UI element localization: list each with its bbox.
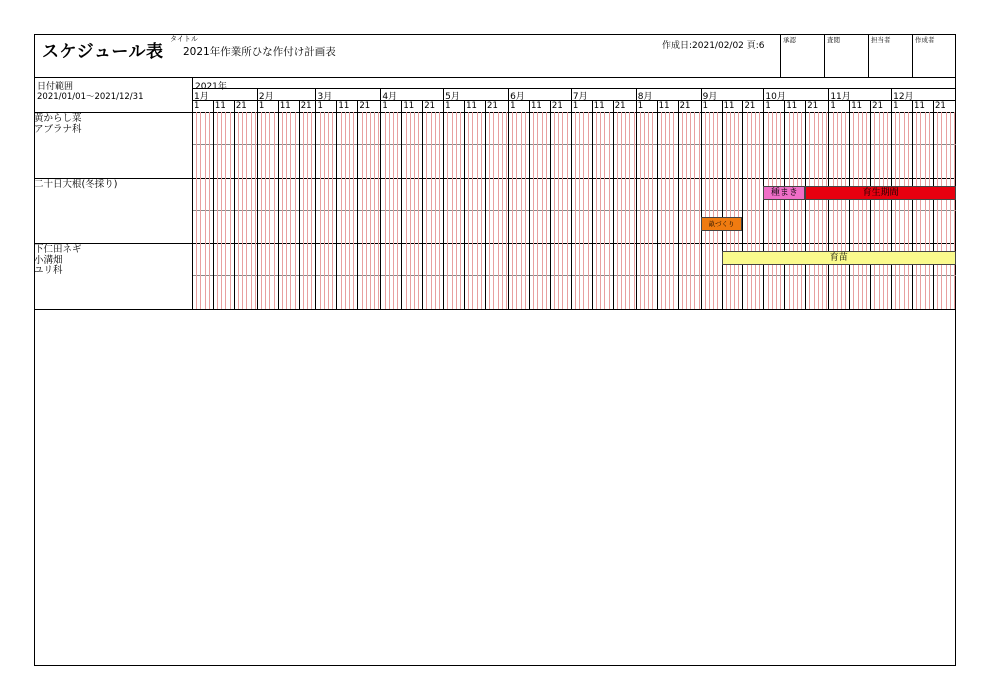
month-label: 10月 [765, 92, 786, 102]
subday-line [341, 112, 342, 309]
subday-line [349, 112, 350, 309]
subday-line [625, 112, 626, 309]
day-label: 21 [300, 101, 312, 111]
subday-line [537, 112, 538, 309]
subday-line [554, 112, 555, 309]
subday-line [512, 112, 513, 309]
month-label: 9月 [702, 92, 718, 102]
subday-line [418, 112, 419, 309]
subday-line [621, 112, 622, 309]
subday-line [822, 112, 823, 309]
subday-line [734, 112, 735, 309]
subday-line [410, 112, 411, 309]
month-label: 6月 [510, 92, 525, 102]
day-line [933, 100, 934, 309]
subday-line [883, 112, 884, 309]
day-label: 1 [382, 101, 388, 111]
day-line [401, 100, 402, 309]
subday-line [506, 112, 507, 309]
month-line [443, 88, 444, 309]
header-divider [34, 77, 956, 78]
stamp-person-in-charge: 担当者 [868, 34, 912, 78]
subday-line [269, 112, 270, 309]
subday-line [738, 112, 739, 309]
subday-line [498, 112, 499, 309]
subday-line [950, 112, 951, 309]
subday-line [426, 112, 427, 309]
subday-line [493, 112, 494, 309]
subday-line [793, 112, 794, 309]
subday-line [251, 112, 252, 309]
subday-line [295, 112, 296, 309]
subday-line [929, 112, 930, 309]
subday-line [393, 112, 394, 309]
month-line [636, 88, 637, 309]
month-line [192, 88, 193, 309]
subday-line [862, 112, 863, 309]
subday-line [286, 112, 287, 309]
subday-line [858, 112, 859, 309]
subday-line [665, 112, 666, 309]
subday-line [797, 112, 798, 309]
subday-line [694, 112, 695, 309]
subday-line [648, 112, 649, 309]
month-line [701, 88, 702, 309]
subday-line [925, 112, 926, 309]
stamp-review: 査閲 [824, 34, 868, 78]
subday-line [521, 112, 522, 309]
grid-hline [34, 309, 956, 310]
day-label: 1 [637, 101, 644, 111]
day-label: 1 [765, 101, 771, 111]
subday-line [801, 112, 802, 309]
subday-line [837, 112, 838, 309]
day-line [592, 100, 593, 309]
day-label: 21 [359, 101, 371, 111]
subday-line [389, 112, 390, 309]
subday-line [261, 112, 262, 309]
subday-line [669, 112, 670, 309]
subday-line [673, 112, 674, 309]
subday-line [265, 112, 266, 309]
subday-line [542, 112, 543, 309]
subday-line [472, 112, 473, 309]
subday-line [904, 112, 905, 309]
subday-line [406, 112, 407, 309]
day-line [784, 100, 785, 309]
month-label: 7月 [572, 92, 588, 102]
day-label: 21 [551, 101, 563, 111]
subday-line [307, 112, 308, 309]
subday-line [583, 112, 584, 309]
subday-line [640, 112, 641, 309]
month-line [571, 88, 572, 309]
day-label: 11 [466, 101, 477, 111]
day-label: 11 [214, 101, 226, 111]
subday-line [780, 112, 781, 309]
day-label: 21 [872, 101, 883, 111]
subday-line [895, 112, 896, 309]
day-line [742, 100, 743, 309]
subday-line [242, 112, 243, 309]
subday-line [205, 112, 206, 309]
subday-line [879, 112, 880, 309]
subday-line [481, 112, 482, 309]
subday-line [699, 112, 700, 309]
subday-line [644, 112, 645, 309]
subday-line [833, 112, 834, 309]
subday-line [290, 112, 291, 309]
subday-line [908, 112, 909, 309]
subday-line [747, 112, 748, 309]
subday-line [596, 112, 597, 309]
month-label: 3月 [317, 92, 333, 102]
day-label: 11 [338, 101, 350, 111]
subday-line [431, 112, 432, 309]
day-line [278, 100, 279, 309]
day-line [805, 100, 806, 309]
subday-line [730, 112, 731, 309]
month-label: 8月 [637, 92, 653, 102]
day-label: 1 [830, 101, 836, 111]
day-label: 11 [658, 101, 670, 111]
day-line [678, 100, 679, 309]
day-label: 21 [424, 101, 436, 111]
subday-line [751, 112, 752, 309]
subday-line [759, 112, 760, 309]
day-label: 21 [807, 101, 819, 111]
subday-line [617, 112, 618, 309]
day-label: 21 [487, 101, 498, 111]
subday-line [489, 112, 490, 309]
subday-line [385, 112, 386, 309]
day-label: 11 [593, 101, 605, 111]
subday-line [456, 112, 457, 309]
subday-line [567, 112, 568, 309]
subday-line [705, 112, 706, 309]
day-line [550, 100, 551, 309]
subday-line [562, 112, 563, 309]
subday-line [303, 112, 304, 309]
subday-line [941, 112, 942, 309]
day-label: 11 [403, 101, 415, 111]
subday-line [826, 112, 827, 309]
day-label: 11 [851, 101, 863, 111]
subday-line [575, 112, 576, 309]
subday-line [874, 112, 875, 309]
day-label: 21 [679, 101, 691, 111]
day-label: 11 [279, 101, 291, 111]
subday-line [516, 112, 517, 309]
month-label: 12月 [893, 92, 914, 102]
day-label: 1 [317, 101, 323, 111]
subday-line [809, 112, 810, 309]
day-line [357, 100, 358, 309]
day-label: 11 [914, 101, 925, 111]
subday-line [600, 112, 601, 309]
subday-line [814, 112, 815, 309]
created-date: 作成日:2021/02/02 頁:6 [662, 41, 765, 51]
year-label: 2021年 [195, 82, 227, 92]
day-label: 1 [893, 101, 899, 111]
subday-line [682, 112, 683, 309]
day-line [213, 100, 214, 309]
row-label: 黄からし菜 アブラナ科 [34, 113, 82, 135]
subday-line [845, 112, 846, 309]
subday-line [345, 112, 346, 309]
subday-line [477, 112, 478, 309]
subday-line [899, 112, 900, 309]
subday-line [686, 112, 687, 309]
stamp-creator: 作成者 [912, 34, 956, 78]
day-line [529, 100, 530, 309]
task-bar[interactable]: 育苗 [722, 251, 956, 265]
subday-line [690, 112, 691, 309]
month-label: 1月 [194, 92, 209, 102]
subday-line [588, 112, 589, 309]
subday-line [533, 112, 534, 309]
month-label: 5月 [445, 92, 460, 102]
day-label: 11 [723, 101, 735, 111]
subday-line [661, 112, 662, 309]
subday-line [558, 112, 559, 309]
subday-line [629, 112, 630, 309]
day-line [422, 100, 423, 309]
day-line [657, 100, 658, 309]
month-line [315, 88, 316, 309]
day-line [912, 100, 913, 309]
subday-line [468, 112, 469, 309]
subday-line [447, 112, 448, 309]
subday-line [221, 112, 222, 309]
subday-line [311, 112, 312, 309]
row-label: 二十日大根(冬採り) [34, 179, 118, 190]
subday-line [320, 112, 321, 309]
subday-line [713, 112, 714, 309]
subday-line [435, 112, 436, 309]
day-label: 21 [934, 101, 946, 111]
day-line [464, 100, 465, 309]
day-line [722, 100, 723, 309]
subday-line [460, 112, 461, 309]
subday-line [362, 112, 363, 309]
day-label: 21 [235, 101, 247, 111]
subday-line [200, 112, 201, 309]
subday-line [209, 112, 210, 309]
subday-line [946, 112, 947, 309]
date-range-value: 2021/01/01〜2021/12/31 [37, 92, 144, 102]
day-line [849, 100, 850, 309]
month-line [257, 88, 258, 309]
subday-line [609, 112, 610, 309]
subday-line [230, 112, 231, 309]
subday-line [937, 112, 938, 309]
day-label: 11 [530, 101, 542, 111]
month-label: 4月 [382, 92, 398, 102]
subday-line [920, 112, 921, 309]
row-label: 下仁田ネギ 小溝畑 ユリ科 [34, 244, 82, 276]
title-field-label: タイトル [170, 35, 198, 43]
day-label: 1 [258, 101, 265, 111]
subday-line [378, 112, 379, 309]
subday-line [717, 112, 718, 309]
day-label: 21 [614, 101, 626, 111]
day-label: 1 [702, 101, 709, 111]
day-label: 21 [744, 101, 756, 111]
subday-line [452, 112, 453, 309]
subday-line [579, 112, 580, 309]
subday-line [789, 112, 790, 309]
subday-line [246, 112, 247, 309]
day-label: 11 [786, 101, 798, 111]
subday-line [841, 112, 842, 309]
subday-line [818, 112, 819, 309]
subday-line [332, 112, 333, 309]
task-bar[interactable]: 畝づくり [701, 217, 743, 231]
subday-line [726, 112, 727, 309]
subday-line [274, 112, 275, 309]
day-line [234, 100, 235, 309]
subday-line [604, 112, 605, 309]
subday-line [353, 112, 354, 309]
subday-line [768, 112, 769, 309]
subday-line [324, 112, 325, 309]
subday-line [255, 112, 256, 309]
subday-line [225, 112, 226, 309]
subday-line [282, 112, 283, 309]
subday-line [652, 112, 653, 309]
subday-line [196, 112, 197, 309]
subday-line [634, 112, 635, 309]
subday-line [755, 112, 756, 309]
day-label: 1 [510, 101, 516, 111]
day-line [336, 100, 337, 309]
subday-line [916, 112, 917, 309]
page-title: スケジュール表 [42, 42, 164, 62]
title-value: 2021年作業所ひな作付け計画表 [183, 46, 336, 58]
subday-line [414, 112, 415, 309]
subday-line [853, 112, 854, 309]
subday-line [546, 112, 547, 309]
subday-line [217, 112, 218, 309]
subday-line [366, 112, 367, 309]
day-line [613, 100, 614, 309]
day-label: 1 [572, 101, 579, 111]
subday-line [238, 112, 239, 309]
subday-line [866, 112, 867, 309]
month-line [508, 88, 509, 309]
subday-line [502, 112, 503, 309]
stamp-approval: 承認 [780, 34, 824, 78]
subday-line [439, 112, 440, 309]
subday-line [772, 112, 773, 309]
day-line [299, 100, 300, 309]
month-line [380, 88, 381, 309]
day-line [870, 100, 871, 309]
subday-line [397, 112, 398, 309]
date-range-label: 日付範囲 [37, 82, 74, 92]
day-label: 1 [194, 101, 200, 111]
subday-line [709, 112, 710, 309]
day-line [485, 100, 486, 309]
month-label: 2月 [258, 92, 274, 102]
day-label: 1 [445, 101, 451, 111]
subday-line [328, 112, 329, 309]
month-label: 11月 [830, 92, 851, 102]
subday-line [525, 112, 526, 309]
subday-line [887, 112, 888, 309]
subday-line [954, 112, 955, 309]
subday-line [374, 112, 375, 309]
task-bar[interactable]: 種まき [763, 186, 805, 200]
subday-line [776, 112, 777, 309]
subday-line [370, 112, 371, 309]
task-bar[interactable]: 育生期間 [805, 186, 956, 200]
